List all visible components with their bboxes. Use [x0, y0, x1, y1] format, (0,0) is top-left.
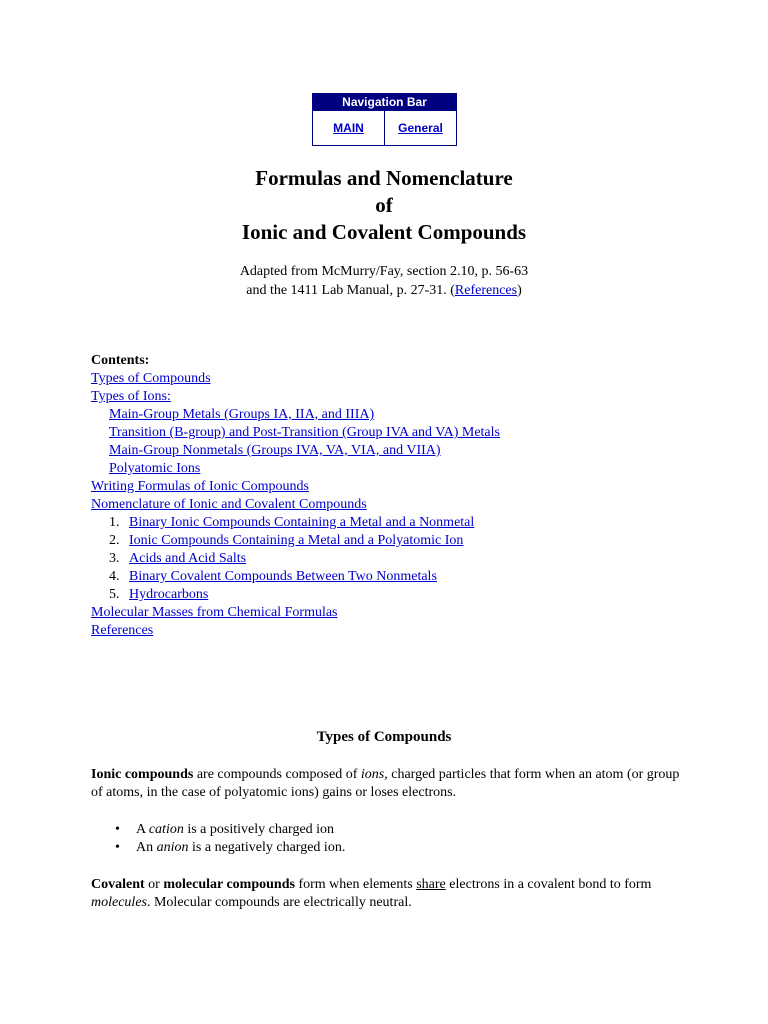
bullet-icon: •	[115, 822, 120, 837]
list-item	[91, 568, 500, 586]
text-span: , charged particles that form when an atom (or group of atoms, in the case of polyatomic ions) gains or loses electrons.	[91, 767, 680, 800]
nav-link-general[interactable]: General	[398, 121, 443, 135]
attribution-references-link[interactable]: References	[454, 283, 518, 298]
list-number: 5.	[109, 587, 120, 602]
page-title	[0, 165, 768, 246]
navigation-bar	[312, 93, 457, 146]
term-ionic-compounds: Ionic compounds	[91, 767, 194, 782]
attribution-suffix: )	[517, 283, 522, 298]
toc-link-hydrocarbons[interactable]: Hydrocarbons	[129, 587, 209, 602]
ion-bullet-list	[115, 821, 345, 857]
list-item	[115, 839, 345, 857]
list-item	[91, 514, 500, 532]
text-span: or	[144, 877, 164, 892]
text-span: is a negatively charged ion.	[188, 840, 346, 855]
list-number: 2.	[109, 533, 120, 548]
page-title-line-1: Formulas and Nomenclature	[255, 166, 513, 190]
toc-link-molecular-masses[interactable]: Molecular Masses from Chemical Formulas	[91, 605, 338, 620]
nav-cell-general	[384, 111, 456, 145]
toc-link-polyatomic-ion-compounds[interactable]: Ionic Compounds Containing a Metal and a Polyatomic Ion	[129, 533, 464, 548]
text-span: An	[136, 840, 157, 855]
page-title-line-3: Ionic and Covalent Compounds	[241, 220, 527, 244]
text-span: electrons in a covalent bond to form	[445, 877, 652, 892]
term-share: share	[416, 877, 446, 892]
attribution-line-2	[0, 281, 768, 300]
toc-link-transition-metals[interactable]: Transition (B-group) and Post-Transition (Group IVA and VA) Metals	[109, 425, 500, 440]
term-molecules: molecules	[91, 895, 147, 910]
list-number: 3.	[109, 551, 120, 566]
toc-link-polyatomic-ions[interactable]: Polyatomic Ions	[109, 461, 201, 476]
nav-link-main[interactable]: MAIN	[333, 121, 364, 135]
section-title: Types of Compounds	[316, 729, 452, 745]
list-number: 1.	[109, 515, 120, 530]
bullet-icon: •	[115, 840, 120, 855]
toc-link-nomenclature[interactable]: Nomenclature of Ionic and Covalent Compounds	[91, 497, 367, 512]
text-span: is a positively charged ion	[183, 822, 335, 837]
toc-link-binary-covalent[interactable]: Binary Covalent Compounds Between Two Nonmetals	[129, 569, 437, 584]
attribution-prefix: and the 1411 Lab Manual, p. 27-31. (	[246, 283, 455, 298]
term-anion: anion	[156, 840, 189, 855]
navigation-bar-header: Navigation Bar	[313, 94, 456, 111]
text-span: are compounds composed of	[193, 767, 361, 782]
toc-link-main-group-metals[interactable]: Main-Group Metals (Groups IA, IIA, and IIIA)	[109, 407, 375, 422]
page-title-line-2: of	[375, 193, 393, 217]
nav-cell-main	[313, 111, 384, 145]
list-item	[91, 550, 500, 568]
toc-link-binary-ionic[interactable]: Binary Ionic Compounds Containing a Metal and a Nonmetal	[129, 515, 475, 530]
table-of-contents	[91, 352, 500, 640]
text-span: A	[136, 822, 149, 837]
ionic-compounds-paragraph	[91, 766, 691, 802]
list-item	[115, 821, 345, 839]
toc-link-acids[interactable]: Acids and Acid Salts	[129, 551, 247, 566]
covalent-compounds-paragraph	[91, 876, 691, 912]
toc-link-types-of-ions[interactable]: Types of Ions:	[91, 389, 171, 404]
list-item	[91, 586, 500, 604]
toc-link-references[interactable]: References	[91, 623, 154, 638]
contents-header: Contents:	[91, 353, 150, 368]
term-ions: ions	[360, 767, 385, 782]
term-cation: cation	[148, 822, 184, 837]
source-attribution	[0, 262, 768, 300]
navigation-bar-links	[313, 111, 456, 145]
text-span: form when elements	[294, 877, 417, 892]
list-item	[91, 532, 500, 550]
term-molecular-compounds: molecular compounds	[163, 877, 295, 892]
toc-link-types-of-compounds[interactable]: Types of Compounds	[91, 371, 211, 386]
text-span: . Molecular compounds are electrically neutral.	[146, 895, 412, 910]
toc-link-writing-formulas[interactable]: Writing Formulas of Ionic Compounds	[91, 479, 309, 494]
toc-link-main-group-nonmetals[interactable]: Main-Group Nonmetals (Groups IVA, VA, VIA, and VIIA)	[109, 443, 441, 458]
term-covalent: Covalent	[91, 877, 145, 892]
list-number: 4.	[109, 569, 120, 584]
attribution-line-1: Adapted from McMurry/Fay, section 2.10, p. 56-63	[239, 264, 529, 279]
